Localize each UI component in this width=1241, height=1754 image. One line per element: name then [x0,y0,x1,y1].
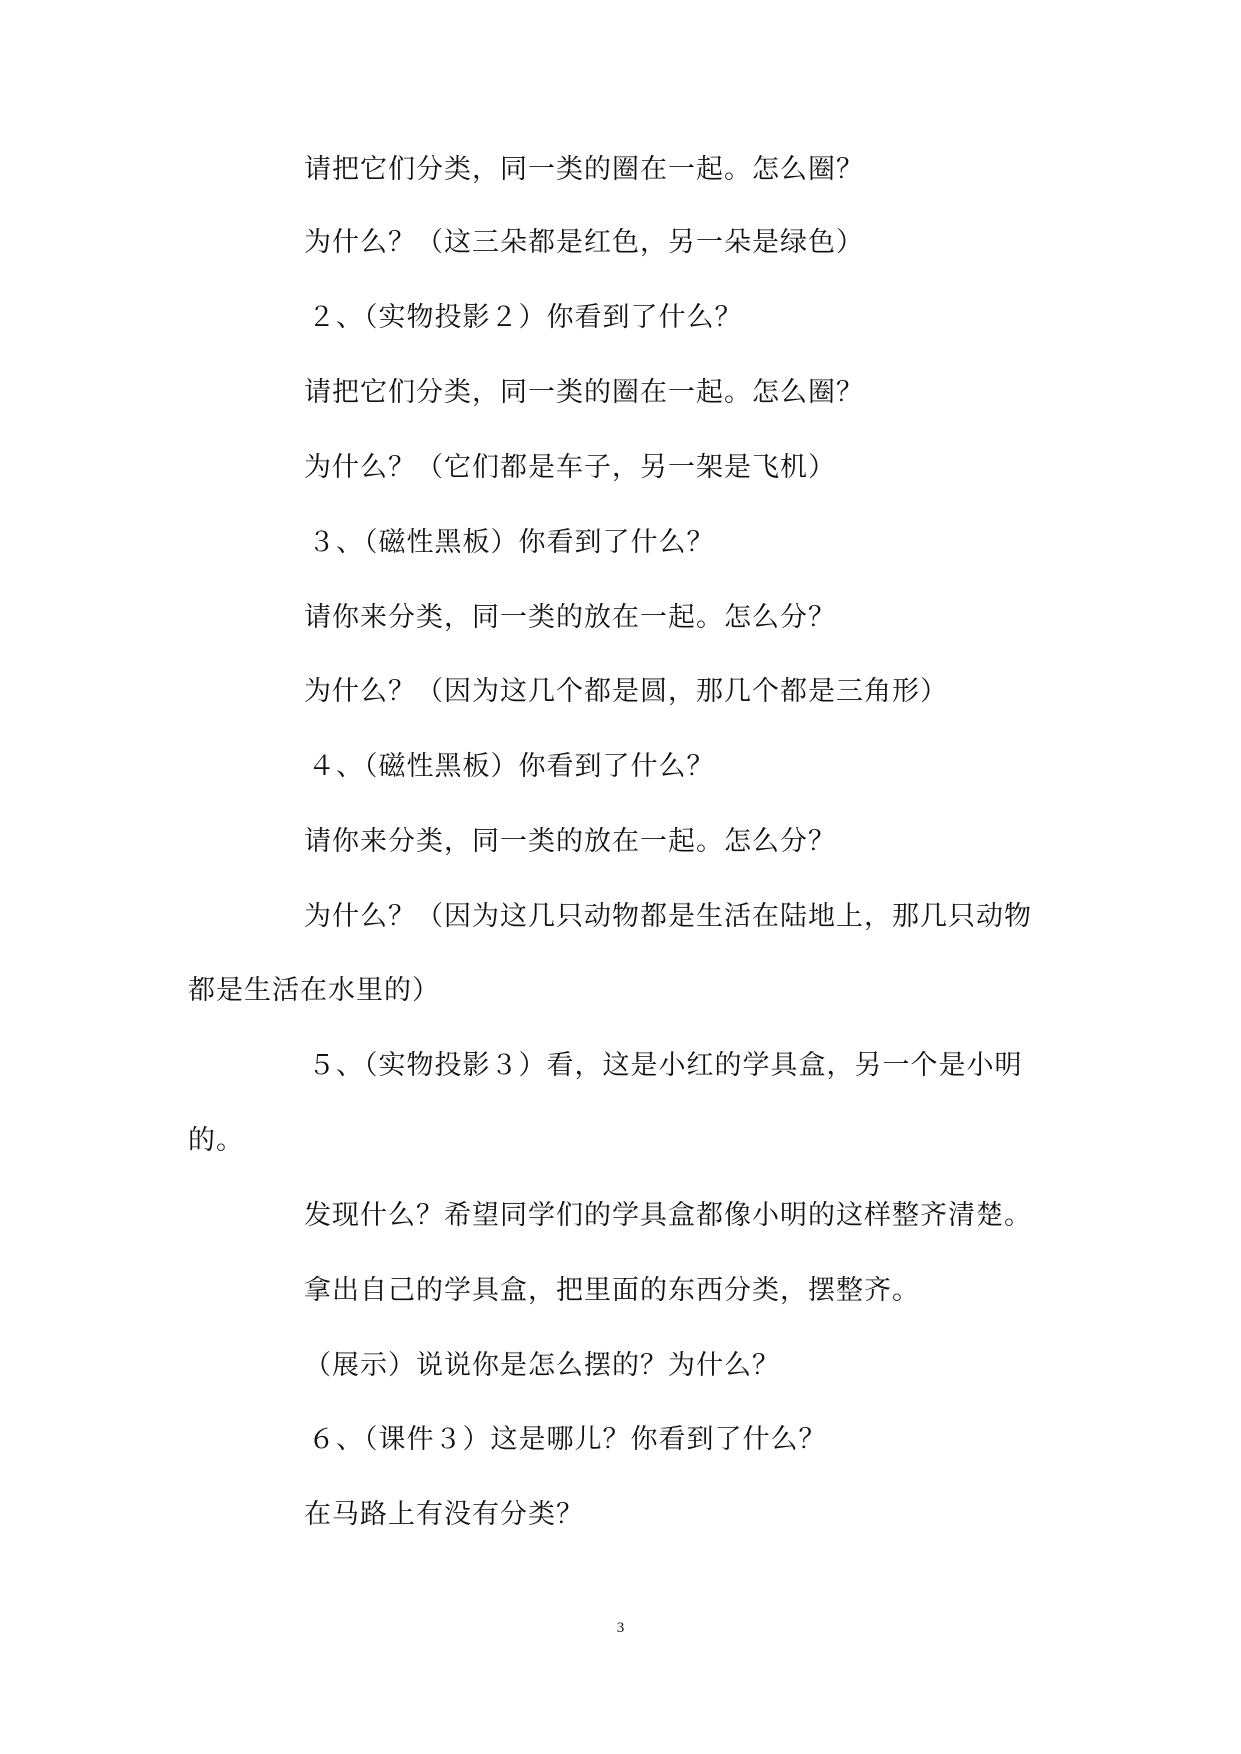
paragraph-line: （展示）说说你是怎么摆的？为什么？ [304,1350,780,1381]
paragraph-line: 在马路上有没有分类？ [304,1499,584,1530]
paragraph-line: ３、（磁性黑板）你看到了什么？ [308,527,715,558]
paragraph-line: 的。 [188,1125,244,1156]
paragraph-line: ５、（实物投影３）看，这是小红的学具盒，另一个是小明 [308,1050,1023,1081]
paragraph-line: ４、（磁性黑板）你看到了什么？ [308,751,715,782]
page-number: 3 [616,1620,625,1636]
paragraph-line: 拿出自己的学具盒，把里面的东西分类，摆整齐。 [304,1275,920,1306]
paragraph-line: 为什么？（因为这几只动物都是生活在陆地上，那几只动物 [304,901,1032,932]
paragraph-line: ２、（实物投影２）你看到了什么？ [308,302,743,333]
paragraph-line: 请把它们分类，同一类的圈在一起。怎么圈？ [304,377,864,408]
paragraph-line: 都是生活在水里的） [188,975,440,1006]
paragraph-line: ６、（课件３）这是哪儿？你看到了什么？ [308,1424,827,1455]
paragraph-line: 为什么？（它们都是车子，另一架是飞机） [304,452,836,483]
paragraph-line: 为什么？（这三朵都是红色，另一朵是绿色） [304,227,864,258]
paragraph-line: 请你来分类，同一类的放在一起。怎么分？ [304,826,836,857]
paragraph-line: 为什么？（因为这几个都是圆，那几个都是三角形） [304,676,948,707]
paragraph-line: 发现什么？希望同学们的学具盒都像小明的这样整齐清楚。 [304,1200,1032,1231]
paragraph-line: 请把它们分类，同一类的圈在一起。怎么圈？ [304,154,864,185]
paragraph-line: 请你来分类，同一类的放在一起。怎么分？ [304,602,836,633]
